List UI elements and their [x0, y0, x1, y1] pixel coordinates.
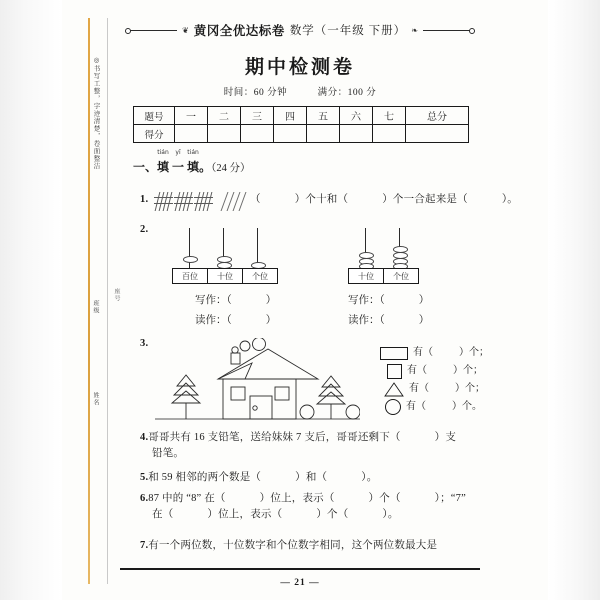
- margin-note-seat: 座号: [113, 288, 119, 302]
- score-cell-total[interactable]: [406, 125, 469, 143]
- subject-title: 数学（一年级 下册）: [289, 25, 407, 37]
- score-cell-3[interactable]: [241, 125, 274, 143]
- margin-gray-rule: [107, 18, 108, 584]
- circle-icon: [385, 399, 401, 415]
- question-4-line1b: ）支: [434, 432, 457, 443]
- rectangle-icon: [380, 347, 408, 360]
- circle-count-tail: ）个。: [452, 401, 482, 412]
- row-label-score: 得分: [134, 125, 175, 143]
- place-label-tens: 十位: [208, 269, 243, 283]
- question-6-line1: 6.87 中的 “8” 在（ ）位上，表示（ ）个（ ）；“7”: [140, 493, 466, 504]
- score-cell-7[interactable]: [373, 125, 406, 143]
- question-7: [140, 538, 500, 554]
- shape-row-square: [380, 362, 489, 380]
- shape-row-circle: [380, 398, 489, 416]
- col-3: 三: [241, 107, 274, 125]
- loose-sticks: [221, 192, 247, 211]
- time-limit: 时间：60 分钟: [223, 88, 288, 98]
- place-label-ones: 个位: [393, 271, 409, 281]
- question-7-text: 有一个两位数，十位数字和个位数字相同，这个两位数最大是: [148, 540, 438, 551]
- stick-bundle: [155, 192, 172, 211]
- question-4-line1: 哥哥共有 16 支铅笔，送给妹妹 7 支后，哥哥还剩下（: [148, 432, 401, 443]
- abacus-place-labels: [348, 268, 419, 284]
- full-score: 满分：100 分: [317, 88, 377, 98]
- abacus-place-labels: [172, 268, 278, 284]
- section-1-points: （24 分）: [211, 163, 251, 174]
- rectangle-count-tail: ）个；: [459, 347, 489, 358]
- table-row-question-numbers: [134, 107, 469, 125]
- question-6-number: 6.: [140, 493, 149, 504]
- square-count-tail: ）个；: [453, 365, 483, 376]
- abacus-right: [348, 228, 418, 282]
- shape-row-triangle: [380, 380, 489, 398]
- question-5-text: 和 59 相邻的两个数是（: [148, 472, 262, 483]
- score-cell-2[interactable]: [208, 125, 241, 143]
- score-cell-5[interactable]: [307, 125, 340, 143]
- score-cell-1[interactable]: [175, 125, 208, 143]
- square-icon: [387, 364, 402, 379]
- col-2: 二: [208, 107, 241, 125]
- abacus-bead: [183, 256, 198, 263]
- question-4-line2: 铅笔。: [152, 448, 185, 459]
- triangle-icon: [384, 382, 404, 397]
- question-7-number: 7.: [140, 540, 149, 551]
- page-title: 期中检测卷: [244, 56, 355, 78]
- shape-row-rectangle: [380, 344, 489, 362]
- abacus-left: [172, 228, 276, 282]
- triangle-count-text: 有（: [409, 383, 429, 394]
- page-number: — 21 —: [280, 578, 320, 588]
- house-scene-illustration: [155, 338, 360, 422]
- write-line-right: 写作：（ ）: [348, 295, 430, 306]
- question-1-number: 1.: [140, 194, 149, 205]
- write-line-left: 写作：（ ）: [195, 295, 277, 306]
- question-5: [140, 470, 490, 486]
- place-label-tens: 十位: [349, 269, 384, 283]
- shape-count-list: [380, 344, 489, 416]
- header-rule-right: [423, 30, 471, 31]
- question-4: [140, 430, 490, 446]
- score-cell-4[interactable]: [274, 125, 307, 143]
- score-table: [133, 106, 469, 143]
- margin-gold-rule: [88, 18, 90, 584]
- header-rule-left: [129, 30, 177, 31]
- section-1-index: 一、: [133, 160, 158, 174]
- col-1: 一: [175, 107, 208, 125]
- row-label-question: 题号: [134, 107, 175, 125]
- col-total: 总分: [406, 107, 469, 125]
- header-banner: [120, 20, 480, 40]
- section-1-heading: 一、 tián 填 yī 一 tián 填。（24 分）: [133, 149, 251, 174]
- score-cell-6[interactable]: [340, 125, 373, 143]
- read-line-left: 读作：（ ）: [195, 315, 277, 326]
- triangle-count-tail: ）个；: [455, 383, 485, 394]
- question-5-number: 5.: [140, 472, 149, 483]
- exam-meta: [0, 84, 600, 98]
- pinyin-tian-1: tián: [157, 149, 169, 156]
- col-6: 六: [340, 107, 373, 125]
- question-6-line2: 在（ ）位上，表示（ ）个（ ）。: [152, 509, 399, 520]
- question-5-text3: ）。: [361, 472, 378, 483]
- stick-bundle: [195, 192, 212, 211]
- header-ornament-right: ❧: [411, 25, 418, 35]
- footer-rule: [120, 568, 480, 570]
- question-3-number: 3.: [140, 338, 149, 349]
- square-count-text: 有（: [407, 365, 427, 376]
- pinyin-yi: yī: [175, 149, 181, 156]
- place-label-ones: 个位: [252, 271, 268, 281]
- rectangle-count-text: 有（: [413, 347, 433, 358]
- col-7: 七: [373, 107, 406, 125]
- circle-count-text: 有（: [406, 401, 426, 412]
- stick-bundle: [175, 192, 192, 211]
- pinyin-tian-2: tián: [187, 149, 199, 156]
- table-row-scores: [134, 125, 469, 143]
- margin-note-main: ◎书写工整，字迹清楚，卷面整洁: [92, 56, 100, 170]
- question-1-text: （ ）个十和（ ）个一合起来是（ ）。: [250, 194, 518, 205]
- place-label-hundreds: 百位: [173, 269, 208, 283]
- question-4-number: 4.: [140, 432, 149, 443]
- col-4: 四: [274, 107, 307, 125]
- margin-note-name: 姓名: [92, 392, 98, 406]
- question-5-text2: ）和（: [295, 472, 328, 483]
- question-2-number: 2.: [140, 224, 149, 235]
- col-5: 五: [307, 107, 340, 125]
- read-line-right: 读作：（ ）: [348, 315, 430, 326]
- stick-bundles-illustration: [155, 192, 247, 211]
- margin-note-class: 班级: [92, 300, 98, 314]
- header-ornament-left: ❦: [182, 25, 189, 35]
- brand-title: 黄冈全优达标卷: [193, 23, 285, 38]
